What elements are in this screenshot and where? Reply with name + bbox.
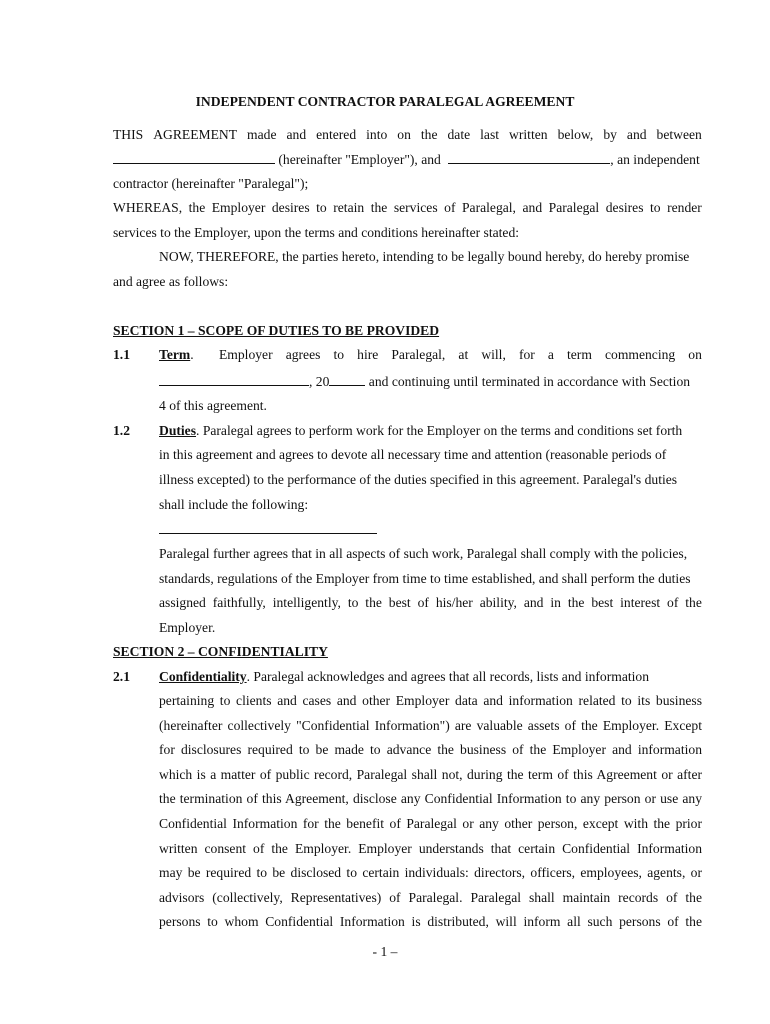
word: Employer [219,347,273,362]
para-1-2-line-1: Duties. Paralegal agrees to perform work for the Employer on the terms and conditions set forth [159,423,683,438]
word: by [603,127,617,142]
para-2-1-line: persons to whom Confidential Information is distributed, will inform all such persons of the [159,914,702,929]
word: on [688,347,702,362]
preamble-line-3: contractor (hereinafter "Paralegal"); [113,176,309,191]
word: the [420,127,438,142]
section-1-heading: SECTION 1 – SCOPE OF DUTIES TO BE PROVIDED [113,323,440,338]
word: commencing [605,347,676,362]
word: term [567,347,592,362]
word: retain [333,200,365,215]
para-2-1-line: Confidential Information for the benefit of Paralegal or any other person, except with the prior [159,816,702,831]
word: of [417,595,429,610]
word: of [667,595,679,610]
preamble-line-1 [113,127,702,143]
word: to [333,347,345,362]
whereas-line-1 [113,200,702,216]
word: below, [557,127,594,142]
word: for [518,347,535,362]
word: services [393,200,438,215]
para-2-1-line-1: Confidentiality. Paralegal acknowledges and agrees that all records, lists and information [159,669,649,684]
word: ability, [479,595,517,610]
term-date-tail: and continuing until terminated in accordance with Section [368,374,691,389]
word: last [480,127,500,142]
word: the [567,595,585,610]
word: into [366,127,388,142]
word: will, [481,347,506,362]
whereas-line-2: services to the Employer, upon the terms and conditions hereinafter stated: [113,225,520,240]
employer-tail-text: (hereinafter "Employer"), and [278,152,441,167]
employer-name-blank[interactable] [113,151,275,164]
therefore-line-2: and agree as follows: [113,274,229,289]
word: assigned [159,595,206,610]
para-2-1-line: the termination of this Agreement, disclose any Confidential Information to any person or use any [159,791,702,806]
word: render [667,200,702,215]
para-1-2-title: Duties [159,423,197,438]
word: the [188,200,206,215]
word: to [347,595,359,610]
para-1-2-further-2: standards, regulations of the Employer from time to time established, and shall perform the duties [159,571,691,586]
word: THIS [113,127,144,142]
word: Paralegal, [391,347,446,362]
para-2-1-number: 2.1 [113,669,130,684]
section-2-heading: SECTION 2 – CONFIDENTIALITY [113,644,328,659]
contractor-tail-text: , an independent [610,152,700,167]
para-1-1-line-3: 4 of this agreement. [159,398,267,413]
para-1-2-further-3 [159,595,702,611]
word: and [523,595,544,610]
word: and [286,127,307,142]
para-2-1-title: Confidentiality [159,669,247,684]
duties-list-row [159,521,377,538]
para-1-2-line-3: illness excepted) to the performance of the duties specified in this agreement. Paralegal's duties [159,472,678,487]
word: Paralegal [548,200,600,215]
word: date [447,127,471,142]
word: the [365,595,382,610]
contractor-name-blank[interactable] [448,151,610,164]
para-2-1-line: for disclosures required to be made to advance the business of the Employer and information [159,742,702,757]
word: of [444,200,456,215]
word: Employer [211,200,266,215]
para-1-2-line-1-text: Paralegal agrees to perform work for the Employer on the terms and conditions set forth [202,423,683,438]
word: his/her [435,595,473,610]
word: intelligently, [272,595,341,610]
para-1-1-number: 1.1 [113,347,130,362]
word: AGREEMENT [153,127,238,142]
word: best [388,595,411,610]
word: a [547,347,554,362]
word: to [650,200,661,215]
term-start-date-blank[interactable] [159,373,309,386]
word: between [656,127,702,142]
word: written [509,127,548,142]
word: WHEREAS, [113,200,183,215]
word: and [522,200,543,215]
word: faithfully, [212,595,266,610]
para-2-1-line: which is a matter of public record, Paralegal shall not, during the term of this Agreement or after [159,767,702,782]
word: best [591,595,614,610]
word: to [316,200,327,215]
word: the [685,595,702,610]
word: made [247,127,277,142]
para-2-1-line-1-text: Paralegal acknowledges and agrees that all records, lists and information [253,669,649,684]
para-2-1-line: may be required to be disclosed to certain individuals: directors, officers, employees, agents, or [159,865,702,880]
word: interest [620,595,661,610]
word: in [550,595,561,610]
word: hire [357,347,379,362]
para-2-1-line: pertaining to clients and cases and other Employer data and information related to its business [159,693,702,708]
word: agrees [285,347,321,362]
word: the [370,200,388,215]
preamble-line-2 [113,151,700,168]
term-date-mid: , 20 [309,374,330,389]
word: entered [316,127,357,142]
para-1-2-line-4: shall include the following: [159,497,309,512]
word: and [626,127,647,142]
therefore-line-1: NOW, THEREFORE, the parties hereto, intending to be legally bound hereby, do hereby promise [159,249,690,264]
word: desires [605,200,644,215]
para-1-2-number: 1.2 [113,423,130,438]
para-1-1-line-1 [219,347,702,363]
para-1-2-further-4: Employer. [159,620,216,635]
word: at [458,347,469,362]
para-1-1-line-2 [159,373,690,390]
word: on [397,127,411,142]
word: Paralegal, [461,200,516,215]
duties-list-blank[interactable] [159,521,377,534]
word: desires [271,200,310,215]
para-2-1-line: written consent of the Employer. Employer understands that certain Confidential Information [159,841,702,856]
term-year-blank[interactable] [329,373,365,386]
para-1-2-line-2: in this agreement and agrees to devote all necessary time and attention (reasonable periods of [159,447,667,462]
para-2-1-line: (hereinafter collectively "Confidential Information") are valuable assets of the Employer. Except [159,718,702,733]
para-1-1-title: Term [159,347,191,362]
para-2-1-line: advisors (collectively, Representatives) of Paralegal. Paralegal shall maintain records of the [159,890,702,905]
page-number: - 1 – [372,944,398,959]
para-1-2-further-1: Paralegal further agrees that in all aspects of such work, Paralegal shall comply with the policies, [159,546,688,561]
para-1-1-title-wrap: Term. [159,347,194,362]
document-title: INDEPENDENT CONTRACTOR PARALEGAL AGREEMENT [195,94,575,109]
